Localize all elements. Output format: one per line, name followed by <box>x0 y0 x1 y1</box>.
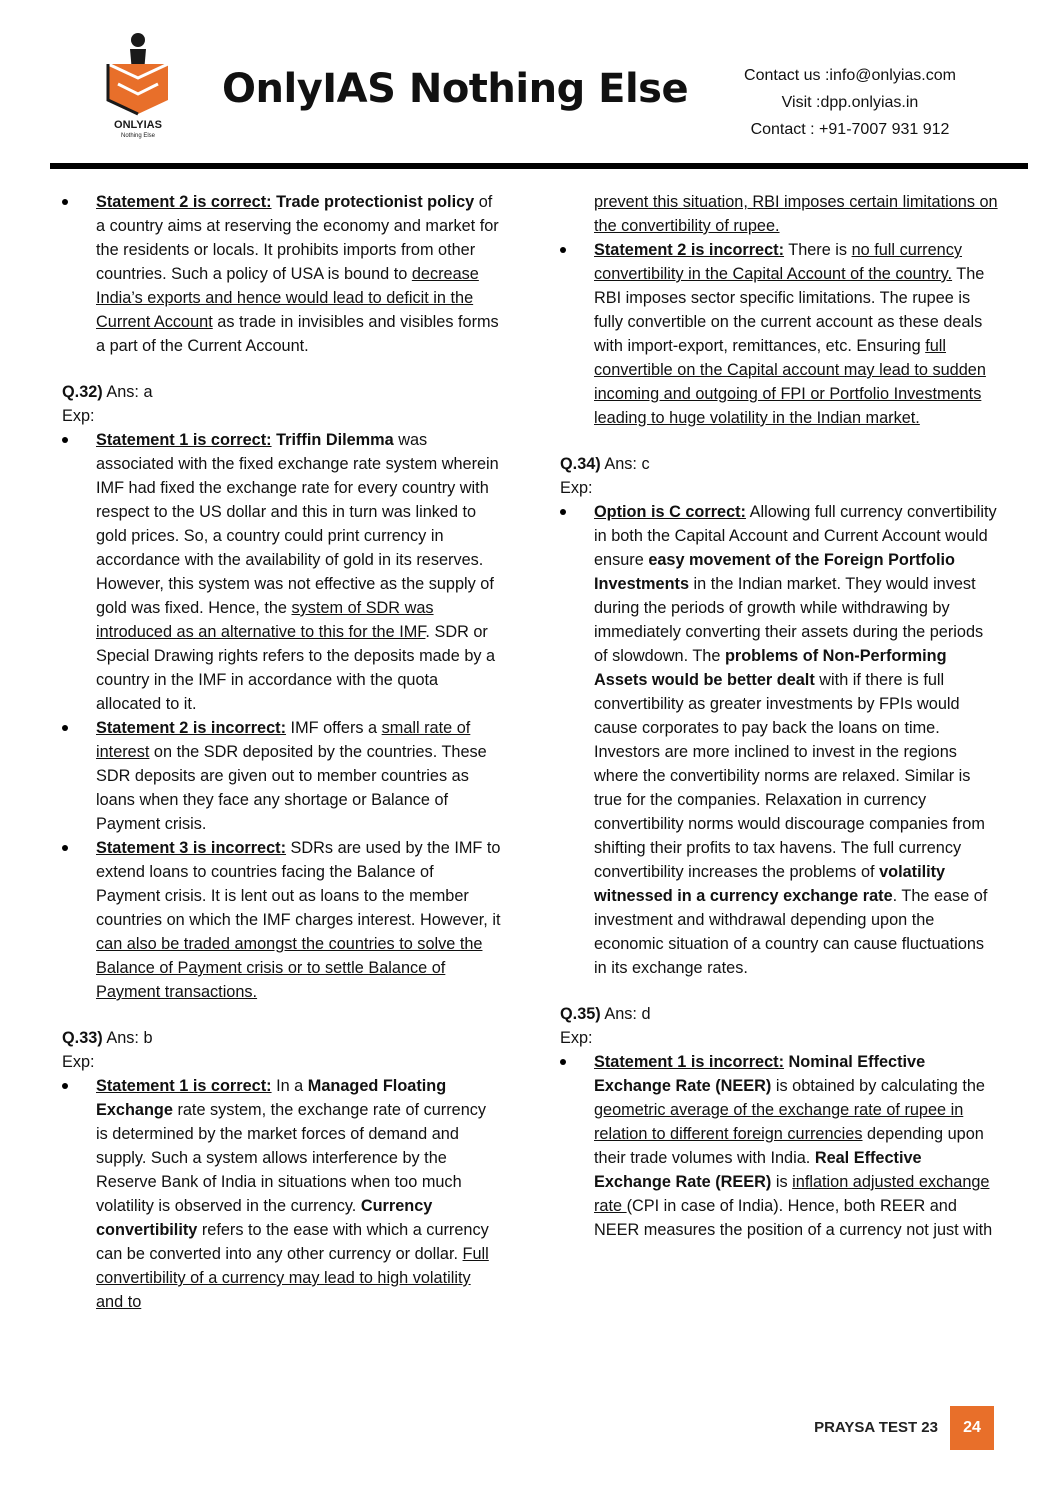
exp-label: Exp: <box>62 407 95 425</box>
list-item: Statement 2 is correct: Trade protectionist policy of a country aims at reserving the economy and market for the residents or locals. It prohibits imports from other countries. Such a policy of USA is bound to decrease India’s exports and hence would lead to deficit in the Current Account as trade in invisibles and visibles forms a part of the Current Account. <box>62 190 502 358</box>
list-item: Statement 3 is incorrect: SDRs are used by the IMF to extend loans to countries facing the Balance of Payment crisis. It is lent out as loans to the member countries on which the IMF charges interest. However, it can also be traded amongst the countries to solve the Balance of Payment crisis or to settle Balance of Payment transactions. <box>62 836 502 1004</box>
question-heading: Q.35) Ans: d <box>560 1005 651 1023</box>
brand-title: OnlyIAS Nothing Else <box>222 66 689 112</box>
list-item: Statement 1 is correct: In a Managed Floating Exchange rate system, the exchange rate of currency is determined by the market forces of demand and supply. Such a system allows interference by the Reserve Bank of India in situations when too much volatility is observed in the currency. Currency convertibility refers to the ease with which a currency can be converted into any other currency or dollar. Full convertibility of a currency may lead to high volatility and to <box>62 1074 502 1314</box>
bullet-icon <box>62 725 68 731</box>
contact-email[interactable]: Contact us :info@onlyias.com <box>744 67 956 84</box>
continued-text: prevent this situation, RBI imposes certain limitations on the convertibility of rupee. <box>594 193 998 235</box>
list-item: Statement 2 is incorrect: There is no full currency convertibility in the Capital Account of the country. The RBI imposes sector specific limitations. The rupee is fully convertible on the current account as these deals with import-export, remittances, etc. Ensuring full convertible on the Capital account may lead to sudden incoming and outgoing of FPI or Portfolio Investments leading to huge volatility in the Indian market. <box>560 238 998 430</box>
test-name: PRAYSA TEST 23 <box>814 1419 938 1436</box>
header-rule <box>50 163 1028 169</box>
question-heading: Q.34) Ans: c <box>560 455 650 473</box>
contact-block <box>700 62 1000 143</box>
onlyias-logo <box>100 30 176 140</box>
left-column <box>62 190 502 1314</box>
page-number: 24 <box>950 1406 994 1450</box>
question-heading: Q.33) Ans: b <box>62 1029 153 1047</box>
list-item: Option is C correct: Allowing full currency convertibility in both the Capital Account and Current Account would ensure easy movement of the Foreign Portfolio Investments in the Indian market. They would invest during the periods of growth while withdrawing by immediately converting their assets during the periods of slowdown. The problems of Non-Performing Assets would be better dealt with if there is full convertibility as greater investments by FPIs would cause corporates to pay back the loans on time. Investors are more inclined to invest in the regions where the convertibility norms are relaxed. Similar is true for the companies. Relaxation in currency convertibility norms would discourage companies from shifting their profits to tax havens. The full currency convertibility increases the problems of volatility witnessed in a currency exchange rate. The ease of investment and withdrawal depending upon the economic situation of a country can cause fluctuations in its exchange rates. <box>560 500 998 980</box>
bullet-icon <box>62 199 68 205</box>
exp-label: Exp: <box>560 1029 593 1047</box>
list-item: Statement 1 is incorrect: Nominal Effective Exchange Rate (NEER) is obtained by calculating the geometric average of the exchange rate of rupee in relation to different foreign currencies depending upon their trade volumes with India. Real Effective Exchange Rate (REER) is inflation adjusted exchange rate (CPI in case of India). Hence, both REER and NEER measures the position of a currency not just with <box>560 1050 998 1242</box>
bullet-icon <box>560 1059 566 1065</box>
exp-label: Exp: <box>560 479 593 497</box>
bullet-icon <box>560 247 566 253</box>
bullet-icon <box>560 509 566 515</box>
bullet-icon <box>62 1083 68 1089</box>
bullet-icon <box>62 437 68 443</box>
exp-label: Exp: <box>62 1053 95 1071</box>
right-column <box>560 190 998 1242</box>
list-item: Statement 1 is correct: Triffin Dilemma was associated with the fixed exchange rate system wherein IMF had fixed the exchange rate for every country with respect to the US dollar and this in turn was linked to gold prices. So, a country could print currency in accordance with the availability of gold in its reserves. However, this system was not effective as the supply of gold was fixed. Hence, the system of SDR was introduced as an alternative to this for the IMF. SDR or Special Drawing rights refers to the deposits made by a country in the IMF in accordance with the quota allocated to it. <box>62 428 502 716</box>
logo-tagline: Nothing Else <box>120 133 156 139</box>
visit-link[interactable]: Visit :dpp.onlyias.in <box>781 94 919 111</box>
question-heading: Q.32) Ans: a <box>62 383 153 401</box>
list-item: Statement 2 is incorrect: IMF offers a small rate of interest on the SDR deposited by the countries. These SDR deposits are given out to member countries as loans when they face any shortage or Balance of Payment crisis. <box>62 716 502 836</box>
contact-phone: Contact : +91-7007 931 912 <box>750 121 950 138</box>
logo-text: ONLYIAS <box>114 119 162 131</box>
bullet-icon <box>62 845 68 851</box>
